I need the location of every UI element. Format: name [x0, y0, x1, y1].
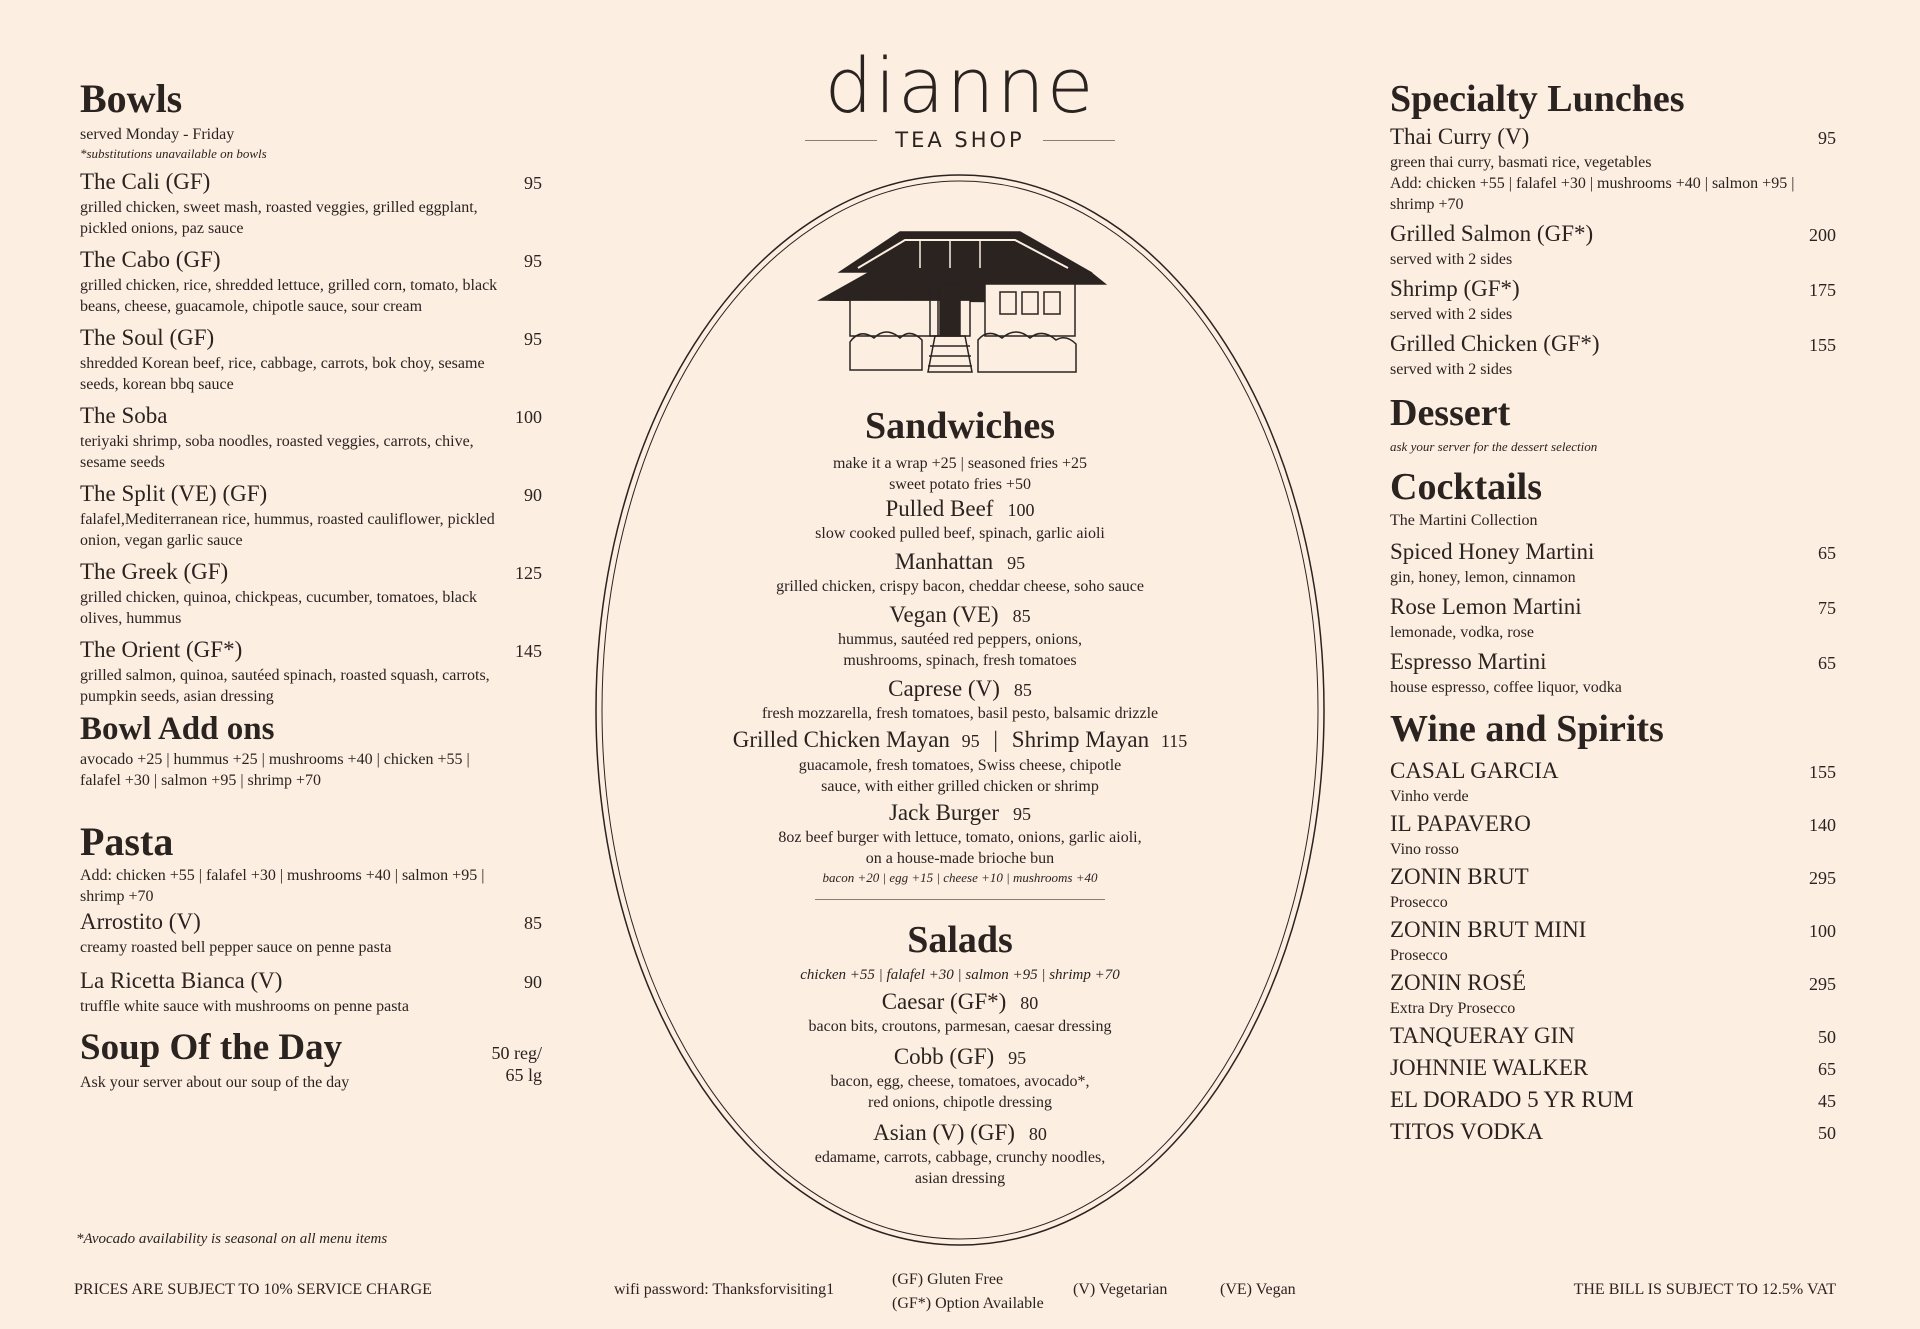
menu-item-desc: fresh mozzarella, fresh tomatoes, basil pesto, balsamic drizzle: [761, 705, 1159, 722]
menu-item-desc: served with 2 sides: [1390, 251, 1513, 268]
menu-item-price: 145: [515, 641, 542, 661]
menu-item-name: Cobb (GF): [893, 1044, 995, 1069]
menu-item-name: Thai Curry (V): [1390, 124, 1530, 149]
menu-item-name: La Ricetta Bianca (V): [80, 968, 283, 993]
menu-item-row: [1390, 915, 1836, 945]
menu-item-desc: teriyaki shrimp, soba noodles, roasted veggies, carrots, chive, sesame seeds: [80, 433, 474, 471]
menu-item-desc: edamame, carrots, cabbage, crunchy noodles,: [814, 1149, 1106, 1166]
menu-item-name: Pulled Beef: [885, 496, 994, 521]
menu-item-row: [1390, 1021, 1836, 1051]
salads-section: [560, 917, 1360, 1189]
menu-item-price: 95: [1007, 553, 1026, 573]
menu-item-price: 155: [1809, 762, 1836, 782]
menu-item-name: Rose Lemon Martini: [1390, 594, 1582, 619]
menu-item-heading: [560, 495, 1360, 523]
specialty-item: [1390, 274, 1836, 325]
menu-item-desc: Prosecco: [1390, 894, 1448, 911]
bowl-addons-title: Bowl Add ons: [80, 711, 275, 747]
menu-item-row: [80, 323, 542, 353]
menu-item-name: Asian (V) (GF): [873, 1120, 1015, 1145]
menu-item-row: [1390, 968, 1836, 998]
menu-item-row: [1390, 537, 1836, 567]
footer-vegetarian: (V) Vegetarian: [1073, 1281, 1168, 1298]
menu-item-price: 95: [524, 251, 542, 271]
cocktail-item: [1390, 647, 1836, 698]
menu-item-row: [80, 907, 542, 937]
mayan-item: [560, 726, 1360, 797]
menu-item-row: [1390, 1085, 1836, 1115]
salads-list: [560, 988, 1360, 1189]
burger-extras: bacon +20 | egg +15 | cheese +10 | mushrooms +40: [822, 870, 1098, 885]
menu-item-row: [80, 167, 542, 197]
wine-item: [1390, 1117, 1836, 1147]
menu-item-row: [80, 966, 542, 996]
pasta-list: [80, 907, 542, 1017]
bowls-served: served Monday - Friday: [80, 126, 235, 143]
menu-item-name: ZONIN ROSÉ: [1390, 970, 1527, 995]
salad-item: [560, 1119, 1360, 1189]
menu-item-name: Manhattan: [894, 549, 994, 574]
salads-title: Salads: [907, 919, 1013, 961]
pasta-title: Pasta: [80, 819, 174, 864]
mayan-desc-1: guacamole, fresh tomatoes, Swiss cheese, chipotle: [798, 757, 1122, 774]
menu-item-price: 65: [1818, 653, 1836, 673]
menu-item-desc: Extra Dry Prosecco: [1390, 1000, 1516, 1017]
wine-item: [1390, 915, 1836, 966]
avocado-note: *Avocado availability is seasonal on all menu items: [76, 1231, 388, 1247]
mayan-separator: |: [993, 727, 999, 752]
menu-item-row: [1390, 1053, 1836, 1083]
footer-legend-gf: [892, 1268, 1044, 1316]
salad-item: [560, 988, 1360, 1037]
menu-item-desc: falafel,Mediterranean rice, hummus, roasted cauliflower, pickled onion, vegan garlic sauce: [80, 511, 495, 549]
menu-item-name: Spiced Honey Martini: [1390, 539, 1595, 564]
menu-item-price: 100: [1809, 921, 1836, 941]
logo-rule-right: [1043, 140, 1115, 141]
menu-item-row: [80, 635, 542, 665]
menu-item-desc: bacon, egg, cheese, tomatoes, avocado*,: [830, 1073, 1090, 1090]
footer-service-charge: PRICES ARE SUBJECT TO 10% SERVICE CHARGE: [74, 1281, 432, 1298]
wine-item: [1390, 1053, 1836, 1083]
menu-item-row: [80, 245, 542, 275]
menu-item-heading: [560, 988, 1360, 1016]
left-column: [80, 76, 542, 1093]
menu-item-name: Grilled Chicken (GF*): [1390, 331, 1600, 356]
specialty-list: [1390, 122, 1836, 380]
salad-item: [560, 1043, 1360, 1113]
house-illustration-icon: [810, 222, 1110, 382]
cocktails-collection: The Martini Collection: [1390, 512, 1538, 529]
menu-item-name: JOHNNIE WALKER: [1390, 1055, 1589, 1080]
menu-item-row: [1390, 122, 1836, 152]
menu-item-name: Shrimp (GF*): [1390, 276, 1520, 301]
burger-name: Jack Burger: [888, 800, 1000, 825]
menu-item-price: 95: [1008, 1048, 1027, 1068]
specialty-title: Specialty Lunches: [1390, 78, 1685, 120]
right-column: [1390, 76, 1836, 1147]
menu-item-price: 140: [1809, 815, 1836, 835]
menu-item-desc: lemonade, vodka, rose: [1390, 624, 1534, 641]
bowls-note: *substitutions unavailable on bowls: [80, 146, 267, 161]
specialty-item: [1390, 329, 1836, 380]
burger-price: 95: [1013, 804, 1032, 824]
menu-item-desc: house espresso, coffee liquor, vodka: [1390, 679, 1622, 696]
menu-item-price: 295: [1809, 974, 1836, 994]
menu-item-price: 85: [524, 913, 542, 933]
menu-item-row: [1390, 809, 1836, 839]
soup-title: Soup Of the Day: [80, 1027, 343, 1068]
menu-item-price: 75: [1818, 598, 1836, 618]
menu-item-price: 45: [1818, 1091, 1836, 1111]
menu-item-name: TITOS VODKA: [1390, 1119, 1544, 1144]
dessert-title: Dessert: [1390, 392, 1511, 434]
menu-item-name: The Split (VE) (GF): [80, 481, 268, 506]
sandwiches-title: Sandwiches: [864, 405, 1056, 447]
mayan-chicken-name: Grilled Chicken Mayan: [732, 727, 950, 752]
menu-item-desc: Prosecco: [1390, 947, 1448, 964]
menu-item-desc: shredded Korean beef, rice, cabbage, carrots, bok choy, sesame seeds, korean bbq sauce: [80, 355, 485, 393]
menu-item-desc: truffle white sauce with mushrooms on penne pasta: [80, 998, 409, 1015]
menu-item-price: 65: [1818, 1059, 1836, 1079]
sandwiches-list: [560, 495, 1360, 724]
specialty-item: [1390, 122, 1836, 215]
menu-item-name: Caesar (GF*): [881, 989, 1007, 1014]
mayan-shrimp-price: 115: [1160, 731, 1188, 751]
menu-item-price: 295: [1809, 868, 1836, 888]
soup-price: [492, 1042, 542, 1086]
menu-item-row: [1390, 274, 1836, 304]
bowls-title: Bowls: [80, 76, 183, 121]
menu-item-desc: grilled chicken, quinoa, chickpeas, cucumber, tomatoes, black olives, hummus: [80, 589, 477, 627]
menu-item-price: 100: [515, 407, 542, 427]
menu-item-name: Caprese (V): [888, 676, 1000, 701]
menu-item-desc: grilled chicken, sweet mash, roasted veggies, grilled eggplant, pickled onions, paz sauce: [80, 199, 478, 237]
menu-item-price: 50: [1818, 1123, 1836, 1143]
bowl-item: [80, 557, 542, 629]
bowl-item: [80, 323, 542, 395]
menu-item-row: [1390, 329, 1836, 359]
menu-item-name: IL PAPAVERO: [1390, 811, 1531, 836]
section-divider: [815, 899, 1105, 900]
menu-item-price: 95: [524, 329, 542, 349]
menu-item-name: Espresso Martini: [1390, 649, 1547, 674]
menu-item-name: Grilled Salmon (GF*): [1390, 221, 1594, 246]
bowl-item: [80, 401, 542, 473]
footer-vegan: (VE) Vegan: [1220, 1281, 1296, 1298]
menu-item-price: 50: [1818, 1027, 1836, 1047]
sandwich-item: [560, 675, 1360, 724]
menu-item-name: EL DORADO 5 YR RUM: [1390, 1087, 1634, 1112]
menu-item-price: 100: [1007, 500, 1035, 520]
bowl-item: [80, 635, 542, 707]
menu-item-desc: Vino rosso: [1390, 841, 1459, 858]
cocktail-item: [1390, 592, 1836, 643]
wine-item: [1390, 1085, 1836, 1115]
menu-item-desc: grilled chicken, rice, shredded lettuce, grilled corn, tomato, black beans, cheese, guacamole, chipotle sauce, sour cream: [80, 277, 498, 315]
mayan-shrimp-name: Shrimp Mayan: [1011, 727, 1150, 752]
pasta-item: [80, 907, 542, 958]
menu-item-price: 200: [1809, 225, 1836, 245]
menu-item-desc-line2: asian dressing: [914, 1170, 1006, 1187]
cocktails-list: [1390, 537, 1836, 698]
menu-item-price: 80: [1020, 993, 1039, 1013]
menu-item-price: 95: [1818, 128, 1836, 148]
wine-item: [1390, 809, 1836, 860]
menu-item-heading: [560, 601, 1360, 629]
sandwich-item: [560, 548, 1360, 597]
menu-item-price: 95: [524, 173, 542, 193]
menu-item-desc: grilled chicken, crispy bacon, cheddar cheese, soho sauce: [776, 578, 1144, 595]
menu-item-name: The Orient (GF*): [80, 637, 243, 662]
menu-item-price: 80: [1028, 1124, 1047, 1144]
menu-item-price: 155: [1809, 335, 1836, 355]
menu-item-desc: gin, honey, lemon, cinnamon: [1390, 569, 1576, 586]
menu-item-desc: Vinho verde: [1390, 788, 1469, 805]
burger-item: [560, 799, 1360, 887]
menu-item-price: 90: [524, 485, 542, 505]
menu-item-row: [1390, 219, 1836, 249]
menu-item-desc: bacon bits, croutons, parmesan, caesar dressing: [808, 1018, 1112, 1035]
menu-item-heading: [560, 548, 1360, 576]
menu-item-desc-line2: red onions, chipotle dressing: [868, 1094, 1052, 1111]
menu-item-row: [1390, 592, 1836, 622]
bowl-item: [80, 245, 542, 317]
menu-item-price: 175: [1809, 280, 1836, 300]
pasta-item: [80, 966, 542, 1017]
sandwiches-extras-2: sweet potato fries +50: [889, 476, 1031, 493]
menu-item-desc: green thai curry, basmati rice, vegetables: [1390, 154, 1652, 171]
logo-subtitle: TEA SHOP: [895, 128, 1025, 152]
menu-item-name: The Greek (GF): [80, 559, 229, 584]
wine-title: Wine and Spirits: [1390, 708, 1664, 750]
menu-item-price: 65: [1818, 543, 1836, 563]
footer-gf: (GF) Gluten Free: [892, 1271, 1004, 1288]
menu-item-heading: [560, 1043, 1360, 1071]
bowls-list: [80, 167, 542, 707]
burger-desc-2: on a house-made brioche bun: [865, 850, 1055, 867]
wine-item: [1390, 968, 1836, 1019]
sandwiches-extras-1: make it a wrap +25 | seasoned fries +25: [832, 455, 1088, 472]
menu-item-heading: [560, 1119, 1360, 1147]
menu-item-desc: served with 2 sides: [1390, 361, 1513, 378]
menu-item-price: 125: [515, 563, 542, 583]
menu-item-row: [1390, 1117, 1836, 1147]
soup-price-regular: 50 reg/: [491, 1043, 542, 1063]
soup-desc: Ask your server about our soup of the day: [80, 1074, 350, 1091]
specialty-item: [1390, 219, 1836, 270]
mayan-chicken-price: 95: [961, 731, 980, 751]
menu-item-desc: grilled salmon, quinoa, sautéed spinach, roasted squash, carrots, pumpkin seeds, asian dressing: [80, 667, 490, 705]
cocktails-title: Cocktails: [1390, 466, 1542, 508]
wine-item: [1390, 862, 1836, 913]
sandwiches-section: [560, 403, 1360, 900]
cocktail-item: [1390, 537, 1836, 588]
bowl-item: [80, 167, 542, 239]
menu-item-desc: slow cooked pulled beef, spinach, garlic aioli: [815, 525, 1105, 542]
menu-item-extra: Add: chicken +55 | falafel +30 | mushrooms +40 | salmon +95 | shrimp +70: [1390, 175, 1795, 213]
salads-extras: chicken +55 | falafel +30 | salmon +95 | shrimp +70: [800, 967, 1120, 983]
menu-item-name: CASAL GARCIA: [1390, 758, 1559, 783]
menu-item-desc: creamy roasted bell pepper sauce on penne pasta: [80, 939, 392, 956]
menu-item-name: Arrostito (V): [80, 909, 201, 934]
pasta-add: Add: chicken +55 | falafel +30 | mushrooms +40 | salmon +95 | shrimp +70: [80, 867, 485, 905]
menu-item-row: [1390, 647, 1836, 677]
menu-item-name: The Cabo (GF): [80, 247, 221, 272]
menu-item-name: The Soba: [80, 403, 168, 428]
menu-item-price: 90: [524, 972, 542, 992]
menu-item-price: 85: [1012, 606, 1031, 626]
menu-item-name: Vegan (VE): [889, 602, 999, 627]
footer-wifi: wifi password: Thanksforvisiting1: [614, 1281, 835, 1298]
menu-item-row: [80, 401, 542, 431]
menu-item-name: ZONIN BRUT: [1390, 864, 1529, 889]
footer-gf-option: (GF*) Option Available: [892, 1295, 1044, 1312]
logo-rule-left: [805, 140, 877, 141]
menu-item-row: [80, 479, 542, 509]
sandwich-item: [560, 495, 1360, 544]
mayan-desc-2: sauce, with either grilled chicken or shrimp: [821, 778, 1099, 795]
center-column: [560, 0, 1360, 1329]
bowl-addons: avocado +25 | hummus +25 | mushrooms +40 | chicken +55 | falafel +30 | salmon +95 | shrimp +70: [80, 751, 470, 789]
soup-price-large: 65 lg: [505, 1065, 542, 1085]
wine-item: [1390, 1021, 1836, 1051]
logo-name: dianne: [824, 41, 1096, 130]
menu-item-heading: [560, 675, 1360, 703]
burger-desc-1: 8oz beef burger with lettuce, tomato, onions, garlic aioli,: [778, 829, 1142, 846]
dessert-note: ask your server for the dessert selection: [1390, 439, 1598, 454]
menu-item-name: The Cali (GF): [80, 169, 211, 194]
menu-item-desc: hummus, sautéed red peppers, onions,: [838, 631, 1082, 648]
logo: [560, 41, 1360, 152]
menu-item-row: [1390, 862, 1836, 892]
menu-item-row: [1390, 756, 1836, 786]
footer-vat: THE BILL IS SUBJECT TO 12.5% VAT: [1573, 1281, 1836, 1298]
bowl-item: [80, 479, 542, 551]
menu-item-price: 85: [1013, 680, 1032, 700]
menu-item-row: [80, 557, 542, 587]
wine-list: [1390, 756, 1836, 1147]
sandwich-item: [560, 601, 1360, 671]
menu-item-desc: served with 2 sides: [1390, 306, 1513, 323]
wine-item: [1390, 756, 1836, 807]
menu-item-name: TANQUERAY GIN: [1390, 1023, 1575, 1048]
menu-item-desc-line2: mushrooms, spinach, fresh tomatoes: [843, 652, 1077, 669]
menu-item-name: The Soul (GF): [80, 325, 215, 350]
menu-item-name: ZONIN BRUT MINI: [1390, 917, 1587, 942]
